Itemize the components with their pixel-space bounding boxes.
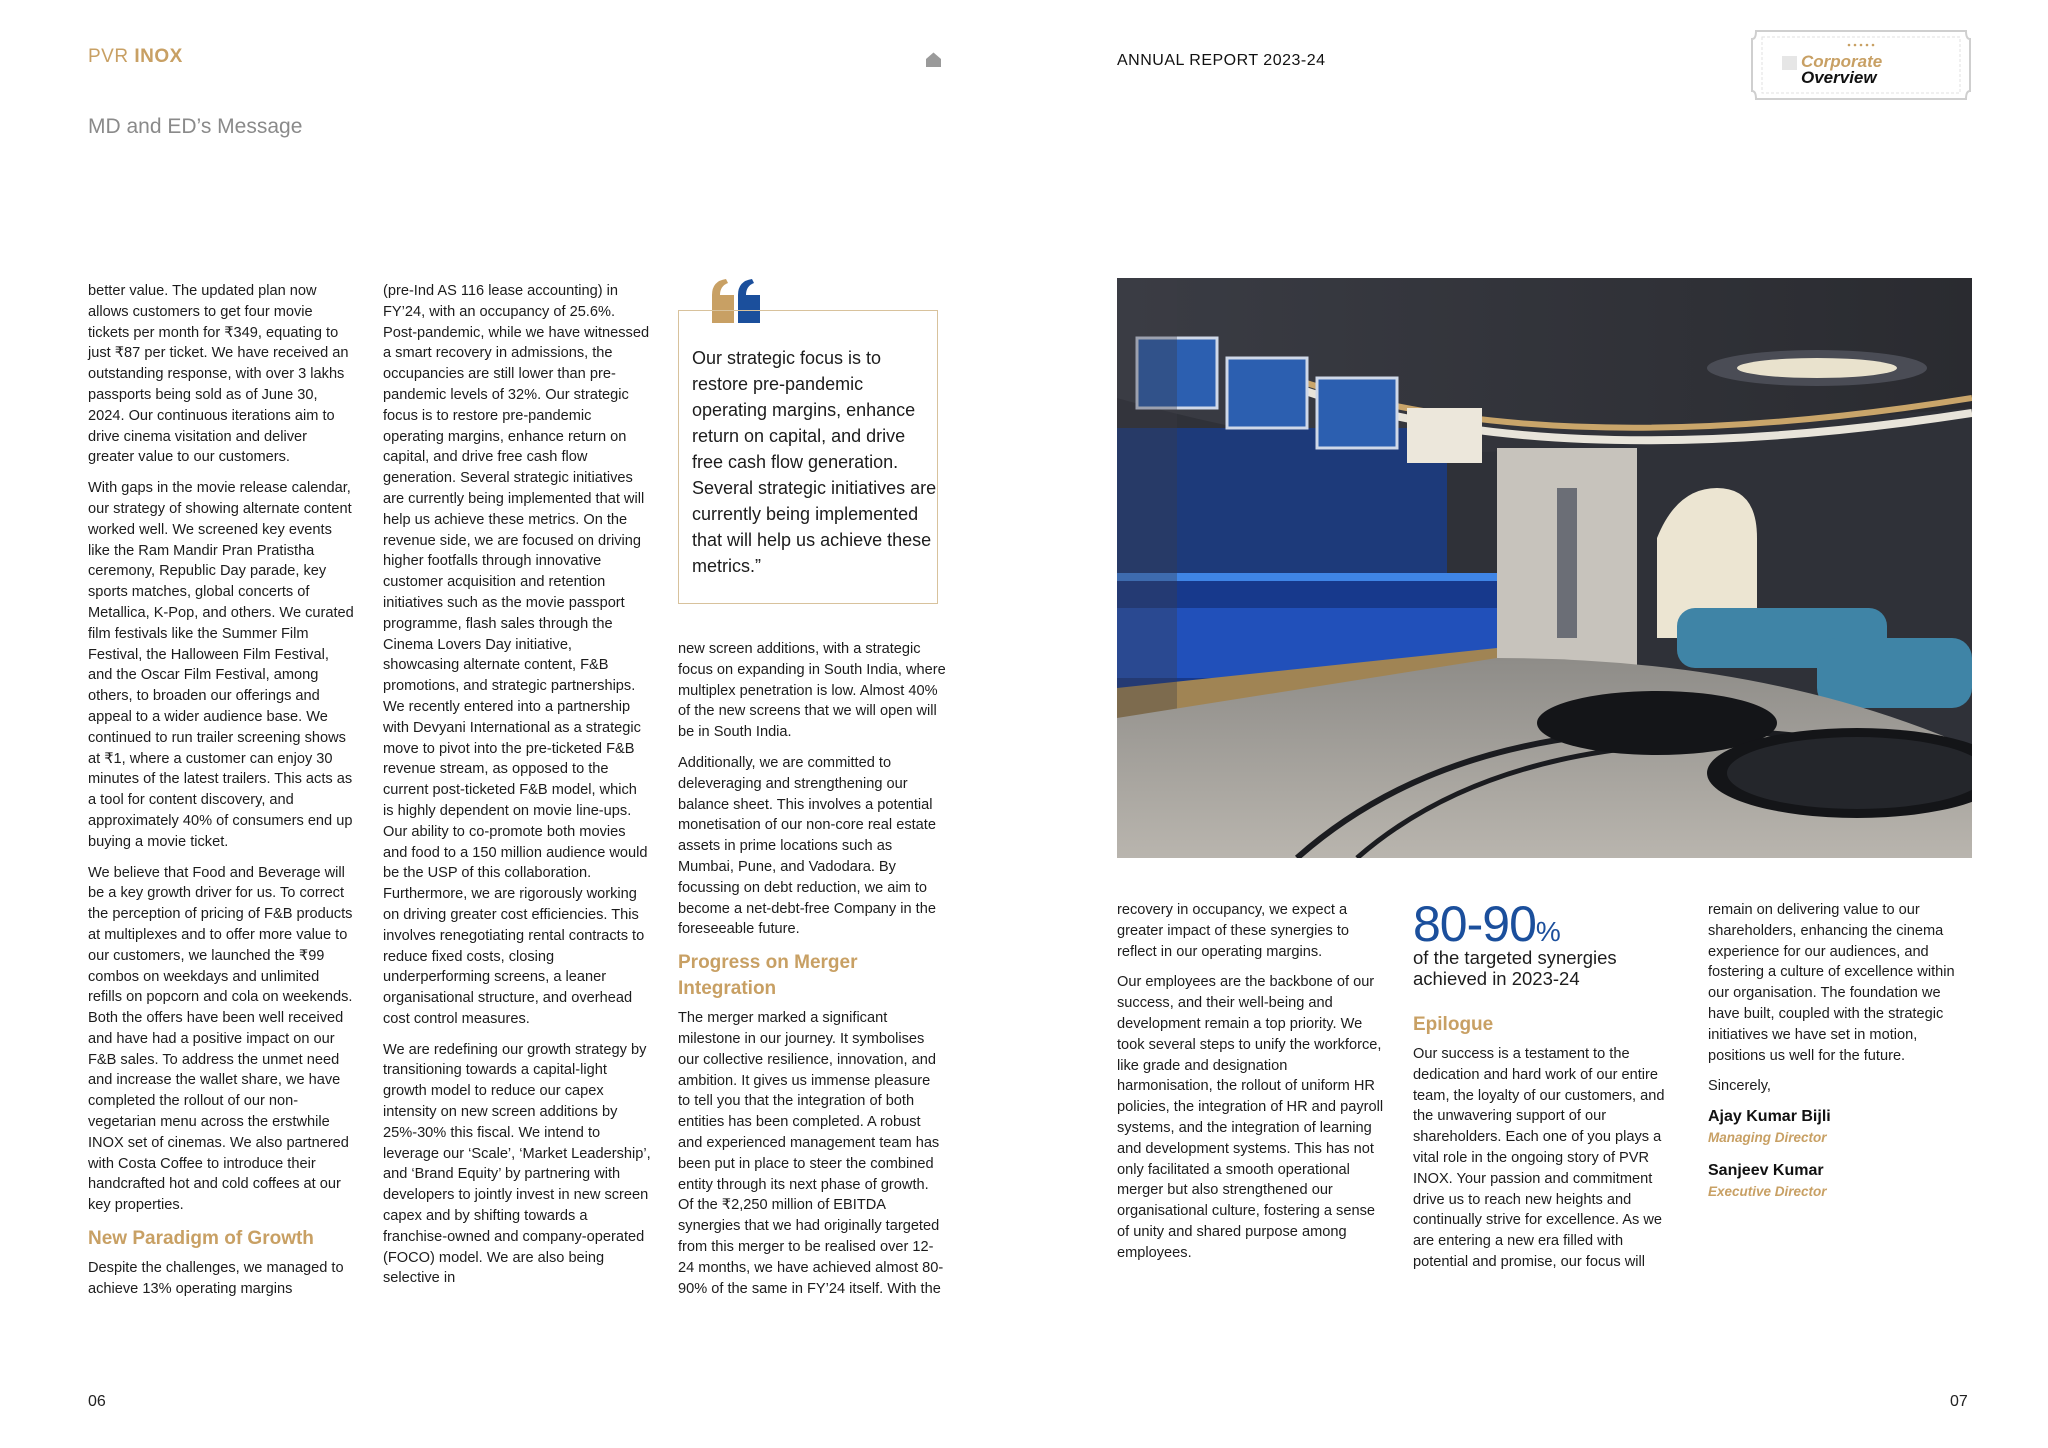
signer-name-2: Sanjeev Kumar bbox=[1708, 1161, 1824, 1179]
paragraph: remain on delivering value to our shareholders, enhancing the cinema experience for our audiences, and fostering a culture of excellence within our organisation. The foundation we have built, coupled with the strategic initiatives we have set in motion, positions us well for the future. bbox=[1708, 902, 1955, 1064]
paragraph: (pre-Ind AS 116 lease accounting) in FY’24, with an occupancy of 25.6%. Post-pandemic, while we have witnessed a smart recovery in admissions, the occupancies are still lower than pre-pandemic levels of 32%. Our strategic focus is to restore pre-pandemic operating margins, enhance return on capital, and drive free cash flow generation. Several strategic initiatives are currently being implemented that will help us achieve these metrics. On the revenue side, we are focused on driving higher footfalls through innovative customer acquisition and retention initiatives such as the movie passport programme, flash sales through the Cinema Lovers Day initiative, showcasing alternate content, F&B promotions, and strategic partnerships. We recently entered into a partnership with Devyani International as a strategic move to pivot into the pre-ticketed F&B revenue stream, as opposed to the current post-ticketed F&B model, which is highly dependent on movie line-ups. Our ability to co-promote both movies and food to a 150 million audience would be the USP of this collaboration. Furthermore, we are rigorously working on driving greater cost efficiencies. This involves renegotiating rental contracts to reduce fixed costs, closing underperforming screens, a leaner organisational structure, and overhead cost control measures. bbox=[383, 283, 650, 1027]
cinema-lobby-photo bbox=[1117, 278, 1972, 858]
stat-value: 80-90 bbox=[1413, 896, 1536, 952]
text-column-3 bbox=[678, 639, 946, 1309]
pull-quote-text: Our strategic focus is to restore pre-pandemic operating margins, enhance return on capital, and drive free cash flow generation. Several strategic initiatives are currently being implemented that will help us achieve these metrics.” bbox=[692, 348, 937, 576]
paragraph: With gaps in the movie release calendar, our strategy of showing alternate content worked well. We screened key events like the Ram Mandir Pran Pratistha ceremony, Republic Day parade, key sports matches, global concerts of Metallica, K-Pop, and others. We curated film festivals like the Summer Film Festival, the Halloween Film Festival, and the Oscar Film Festival, among others, to broaden our offerings and appeal to a wider audience base. We continued to run trailer screening shows at ₹1, where a customer can enjoy 30 minutes of the latest trailers. This acts as a tool for content discovery, and approximately 40% of consumers end up buying a movie ticket. bbox=[88, 480, 354, 850]
cinema-lobby-illustration bbox=[1117, 278, 1972, 858]
synergy-stat-description: of the targeted synergies achieved in 2023-24 bbox=[1413, 947, 1617, 989]
pvr-inox-logo bbox=[88, 46, 183, 68]
paragraph: Our success is a testament to the dedication and hard work of our entire team, the loyalty of our customers, and the unwavering support of our shareholders. Each one of you plays a vital role in the ongoing story of PVR INOX. Your passion and commitment drive us to reach new heights and continually strive for excellence. As we are entering a new era filled with potential and promise, our focus will bbox=[1413, 1046, 1665, 1270]
logo-inox-text: INOX bbox=[134, 46, 183, 67]
subheading-epilogue: Epilogue bbox=[1413, 1014, 1494, 1035]
pull-quote bbox=[678, 310, 938, 604]
subheading-merger-integration: Progress on Merger Integration bbox=[678, 952, 858, 1000]
page-number-right: 07 bbox=[1950, 1393, 1968, 1410]
paragraph: We are redefining our growth strategy by transitioning towards a capital-light growth model to reduce our capex intensity on new screen additions by 25%-30% this fiscal. We intend to leverage our ‘Scale’, ‘Market Leadership’, and ‘Brand Equity’ by partnering with developers to jointly invest in new screen capex and by shifting towards a franchise-owned and company-operated (FOCO) model. We are also being selective in bbox=[383, 1041, 651, 1287]
text-column-4 bbox=[1117, 900, 1385, 1274]
signer-role-1: Managing Director bbox=[1708, 1129, 1827, 1145]
section-badge-label bbox=[1801, 54, 1882, 86]
paragraph: Additionally, we are committed to deleveraging and strengthening our balance sheet. This involves a potential monetisation of our non-core real estate assets in prime locations such as Mumbai, Pune, and Vadodara. By focussing on debt reduction, we aim to become a net-debt-free Company in the foreseeable future. bbox=[678, 754, 936, 938]
annual-report-title: ANNUAL REPORT 2023-24 bbox=[1117, 52, 1326, 69]
paragraph: recovery in occupancy, we expect a greater impact of these synergies to reflect in our operating margins. bbox=[1117, 902, 1349, 960]
signer-name-1: Ajay Kumar Bijli bbox=[1708, 1108, 1831, 1126]
text-column-5 bbox=[1413, 1012, 1681, 1283]
section-badge-line1: Corporate bbox=[1801, 52, 1883, 71]
subheading-new-paradigm: New Paradigm of Growth bbox=[88, 1228, 314, 1250]
section-badge-line2: Overview bbox=[1801, 68, 1877, 87]
home-icon[interactable] bbox=[925, 51, 942, 68]
logo-pvr-text: PVR bbox=[88, 46, 129, 67]
page-number-left: 06 bbox=[88, 1393, 106, 1410]
synergy-stat-number bbox=[1413, 895, 1560, 953]
paragraph: better value. The updated plan now allows customers to get four movie tickets per month for ₹349, equating to just ₹87 per ticket. We have received an outstanding response, with over 3 lakhs passports being sold as of June 30, 2024. Our continuous iterations aim to drive cinema visitation and deliver greater value to our customers. bbox=[88, 283, 349, 466]
text-column-6 bbox=[1708, 900, 1976, 1214]
clapper-icon bbox=[1782, 56, 1797, 70]
text-column-1 bbox=[88, 281, 356, 1310]
paragraph: Our employees are the backbone of our success, and their well-being and development remain a top priority. We took several steps to unify the workforce, like grade and designation harmonisation, the rollout of uniform HR policies, the integration of HR and payroll systems, and the integration of learning and development systems. This has not only facilitated a smooth operational merger but also strengthened our organisational culture, fostering a sense of unity and shared purpose among employees. bbox=[1117, 974, 1384, 1261]
stat-unit: % bbox=[1535, 916, 1560, 947]
paragraph: Despite the challenges, we managed to achieve 13% operating margins bbox=[88, 1260, 344, 1297]
paragraph: The merger marked a significant milestone in our journey. It symbolises our collective resilience, innovation, and ambition. It gives us immense pleasure to tell you that the integration of both entities has been completed. A robust and experienced management team has been put in place to steer the combined entity through its next phase of growth. Of the ₹2,250 million of EBITDA synergies that we had originally targeted from this merger to be realised over 12-24 months, we have achieved almost 80-90% of the same in FY’24 itself. With the bbox=[678, 1010, 944, 1297]
page-section-title: MD and ED’s Message bbox=[88, 115, 303, 138]
paragraph: new screen additions, with a strategic focus on expanding in South India, where multiplex penetration is low. Almost 40% of the new screens that we will open will be in South India. bbox=[678, 641, 946, 741]
closing-salutation: Sincerely, bbox=[1708, 1078, 1771, 1095]
paragraph: We believe that Food and Beverage will be a key growth driver for us. To correct the perception of pricing of F&B products at multiplexes and to offer more value to our customers, we launched the ₹99 combos on weekdays and unlimited refills on popcorn and cola on weekends. Both the offers have been well received and have had a positive impact on our F&B sales. To address the unmet need and increase the wallet share, we have completed the rollout of our non-vegetarian menu across the erstwhile INOX set of cinemas. We also partnered with Costa Coffee to introduce their handcrafted hot and cold coffees at our key properties. bbox=[88, 864, 353, 1214]
signer-role-2: Executive Director bbox=[1708, 1183, 1827, 1199]
text-column-2 bbox=[383, 281, 651, 1299]
